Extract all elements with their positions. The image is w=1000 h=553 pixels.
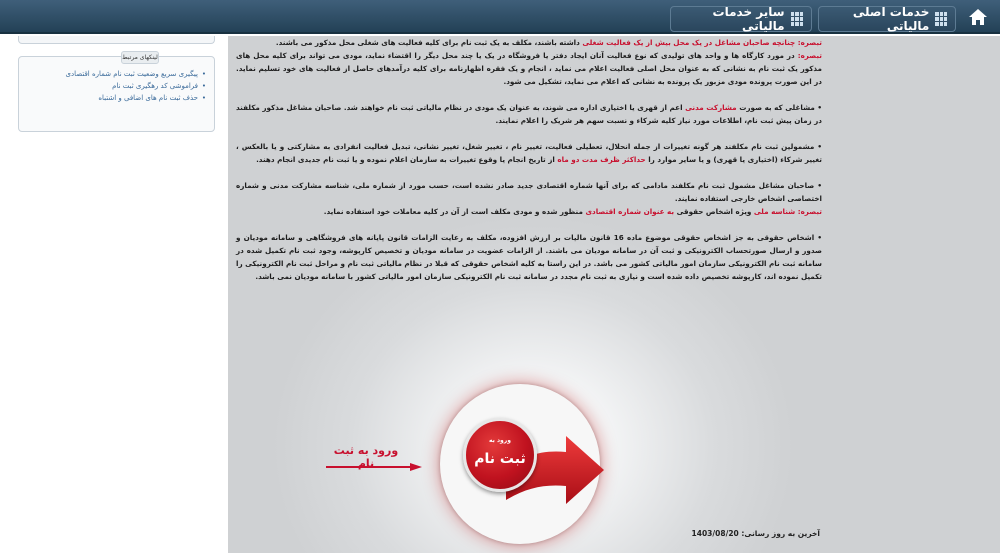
article-text — [236, 36, 822, 296]
paragraph-text: • اشخاص حقوقی به جز اشخاص حقوقی موضوع ماده 16 قانون مالیات بر ارزش افزوده، مکلف به رعایت الزامات قانون پایانه های فروشگاهی و سامانه مودیان و صدور و ارسال صورتحساب الکترونیکی و ثبت آن در سامانه مودیان می باشند. از الزامات عضویت در سامانه مودیان و تخصیص کارپوشه، وجود ثبت نام تکمیل شده در سامانه ثبت نام الکترونیکی سازمان امور مالیاتی کشور می باشد. در این راستا به کلیه اشخاص حقوقی که قبلا در نظام مالیاتی ثبت نام و مراحل ثبت نام الکترونیکی را تکمیل نموده اند، کارپوشه تخصیص داده شده است و نیازی به ثبت نام مجدد در سامانه ثبت نام الکترونیکی سازمان امور مالیاتی کشور با سامانه مودیان نمی باشد. — [236, 233, 822, 281]
home-icon[interactable] — [966, 5, 990, 29]
paragraph-text: • مشاغلی که به صورت — [736, 103, 823, 112]
register-button[interactable] — [463, 418, 537, 492]
register-button-small: ورود به — [489, 437, 511, 444]
grid-icon — [935, 12, 947, 26]
top-navbar — [0, 0, 1000, 34]
grid-icon — [791, 12, 803, 26]
paragraph-text: • مشمولین ثبت نام مکلفند هر گونه تغییرات از جمله انحلال، تعطیلی فعالیت، تغییر نام ، تغییر شغل، تغییر نشانی، تبدیل فعالیت انفرادی به مشارکتی و یا بالعکس ، تغییر شرکاء (اختیاری یا قهری) و یا سایر موارد را — [236, 142, 822, 164]
pointer-arrow-icon — [326, 463, 422, 471]
other-tax-services-menu[interactable] — [670, 6, 812, 32]
note-label: تبصره: — [794, 51, 822, 60]
sidebar-top-box — [18, 36, 215, 44]
related-links-title: لینکهای مرتبط — [121, 51, 159, 64]
paragraph-text: داشته باشند، مکلف به یک ثبت نام برای کلیه فعالیت های شغلی محل مذکور می باشند. — [275, 38, 583, 47]
paragraph-text: ویژه اشخاص حقوقی — [674, 207, 754, 216]
related-link[interactable]: • فراموشی کد رهگیری ثبت نام — [30, 80, 206, 92]
enter-registration-label[interactable]: ورود به ثبت نام — [333, 444, 399, 470]
main-tax-services-label: خدمات اصلی مالیاتی — [852, 5, 930, 33]
logo-watermark — [25, 452, 95, 540]
highlight-text: تبصره: شناسه ملی — [753, 207, 822, 216]
main-tax-services-menu[interactable] — [818, 6, 956, 32]
paragraph-text: اعم از قهری یا اختیاری اداره می شوند، به عنوان یک مودی در نظام مالیاتی ثبت نام خواهند شد. صاحبان مشاغل مذکور مکلفند در زمان پیش ثبت نام، اطلاعات مورد نیاز کلیه شرکاء و نسبت سهم هر شریک را اعلام نمایند. — [236, 103, 822, 125]
register-button-big: ثبت نام — [474, 451, 526, 467]
highlight-text: مشارکت مدنی — [685, 103, 737, 112]
note-label: تبصره: — [795, 38, 822, 47]
highlight-text: به عنوان شماره اقتصادی — [585, 207, 675, 216]
last-update-text: آخرین به روز رسانی: 1403/08/20 — [691, 529, 820, 538]
other-tax-services-label: سایر خدمات مالیاتی — [712, 5, 785, 33]
paragraph-text: منظور شده و مودی مکلف است از آن در کلیه معاملات خود استفاده نماید. — [323, 207, 586, 216]
highlight-text: چنانچه صاحبان مشاغل در یک محل بیش از یک فعالیت شغلی — [582, 38, 796, 47]
related-link[interactable]: • حذف ثبت نام های اضافی و اشتباه — [30, 92, 206, 104]
related-links-list — [30, 68, 206, 104]
related-link[interactable]: • پیگیری سریع وضعیت ثبت نام شماره اقتصادی — [30, 68, 206, 80]
paragraph-text: • صاحبان مشاغل مشمول ثبت نام مکلفند مادامی که برای آنها شماره اقتصادی جدید صادر نشده است، حسب مورد از شماره ملی، شناسه مشارکت مدنی و شماره اختصاصی اشخاص خارجی استفاده نمایند. — [236, 181, 822, 203]
paragraph-text: از تاریخ انجام یا وقوع تغییرات به سازمان اعلام نموده و یا ثبت نام جدیدی انجام دهند. — [256, 155, 558, 164]
paragraph-text: در مورد کارگاه ها و واحد های تولیدی که نوع فعالیت آنان ایجاد دفتر یا فروشگاه در یک یا چند محل دیگر را اقتضاء نماید، مودی می تواند برای کلیه محل های مذکور یک ثبت نام به نشانی که به عنوان محل اصلی فعالیت اعلام می نماید ، انجام و یک فقره اظهارنامه برای کلیه درآمدهای حاصل از فعالیت های خود تسلیم نماید. در این صورت پرونده مودی مزبور یک پرونده به نشانی که اعلام می نماید، تشکیل می شود. — [236, 51, 822, 86]
highlight-text: حداکثر ظرف مدت دو ماه — [557, 155, 646, 164]
